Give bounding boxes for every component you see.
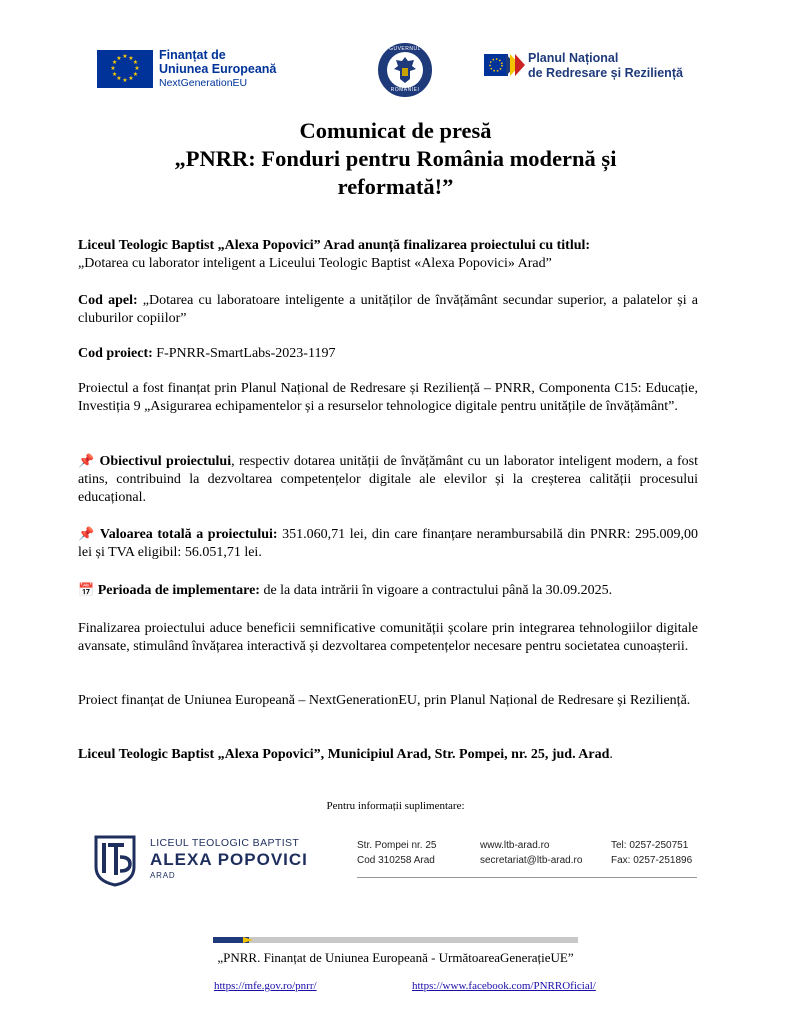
intro-paragraph <box>78 237 698 273</box>
period-paragraph <box>78 582 698 600</box>
school-name-block <box>150 837 308 880</box>
eu-funding-text <box>159 48 276 90</box>
cod-proiect-paragraph <box>78 345 698 363</box>
value-paragraph <box>78 526 698 562</box>
contact-email[interactable]: secretariat@ltb-arad.ro <box>480 855 583 866</box>
contact-online <box>480 838 582 868</box>
value-label: Valoarea totală a proiectului: <box>99 527 278 542</box>
pnrr-line-1: Planul Național <box>528 51 619 65</box>
intro-heading: Liceul Teologic Baptist „Alexa Popovici” Arad anunță finalizarea proiectului cu titlul: <box>78 238 591 253</box>
eu-star-icon: ★ <box>128 54 134 62</box>
eu-star-icon: ★ <box>122 53 128 60</box>
contact-address <box>357 838 437 868</box>
period-label: Perioada de implementare: <box>97 583 260 598</box>
funding-paragraph: Proiectul a fost finanțat prin Planul Național de Redresare și Reziliență – PNRR, Componenta C15: Educație, Investiția 9 „Asigurarea echipamentelor și a resurselor tehnologice digitale pentru unitățile de învățământ”. <box>78 381 698 414</box>
pushpin-icon: 📌 <box>78 454 96 469</box>
school-name-line-2: ALEXA POPOVICI <box>150 850 308 869</box>
eu-flag-icon <box>97 50 153 88</box>
eu-star-icon: ★ <box>111 71 118 78</box>
eu-star-icon: ★ <box>110 65 116 72</box>
address-period: . <box>609 747 613 762</box>
facebook-pnrr-link[interactable]: https://www.facebook.com/PNRROficial/ <box>412 980 596 992</box>
school-address-paragraph <box>78 746 698 764</box>
eu-funded-paragraph: Proiect finanțat de Uniunea Europeană – NextGenerationEU, prin Planul Național de Redresare și Reziliență. <box>78 693 691 708</box>
contact-phone <box>611 838 692 868</box>
mfe-pnrr-link[interactable]: https://mfe.gov.ro/pnrr/ <box>214 980 317 992</box>
footer-decorative-bar <box>213 937 578 943</box>
eu-star-icon: ★ <box>111 59 118 66</box>
project-title: „Dotarea cu laborator inteligent a Liceului Teologic Baptist «Alexa Popovici» Arad” <box>78 256 552 271</box>
press-release-title <box>0 117 791 201</box>
title-line-2: „PNRR: Fonduri pentru România modernă și <box>174 146 617 171</box>
school-address: Liceul Teologic Baptist „Alexa Popovici”, Municipiul Arad, Str. Pompei, nr. 25, jud. Arad <box>78 747 610 762</box>
gov-seal-bottom-text: ROMÂNIEI <box>390 87 420 93</box>
more-info-label: Pentru informații suplimentare: <box>326 800 465 812</box>
gov-seal-top-text: GUVERNUL <box>389 46 421 52</box>
eu-star-icon: ★ <box>128 75 134 83</box>
contact-fax: Fax: 0257-251896 <box>611 855 693 866</box>
objective-text: , respectiv dotarea unității de învățământ cu un laborator inteligent modern, a fost atins, contribuind la dezvoltarea competențelor digitale ale elevilor și la creșterea calității procesului educațional. <box>78 454 698 505</box>
cod-apel-paragraph <box>78 292 698 328</box>
title-line-3: reformată!” <box>337 174 454 199</box>
cod-apel-value: „Dotarea cu laboratoare inteligente a unităților de învățământ secundar superior, a palatelor și a cluburilor copiilor” <box>78 293 698 326</box>
eu-star-icon: ★ <box>122 77 128 84</box>
eu-line-2: Uniunea Europeană <box>159 62 277 76</box>
contact-divider <box>357 877 697 878</box>
pnrr-logo <box>484 50 683 82</box>
eu-star-icon: ★ <box>134 65 140 72</box>
eu-line-3: NextGenerationEU <box>159 77 248 89</box>
contact-tel: Tel: 0257-250751 <box>611 840 689 851</box>
contact-web[interactable]: www.ltb-arad.ro <box>480 840 550 851</box>
ltb-school-logo-icon <box>92 833 138 887</box>
cod-apel-label: Cod apel: <box>78 293 138 308</box>
contact-postal: Cod 310258 Arad <box>357 855 435 866</box>
eu-funding-logo <box>97 48 276 90</box>
eagle-emblem-icon <box>392 55 418 85</box>
eu-star-icon: ★ <box>132 71 139 78</box>
pushpin-icon: 📌 <box>78 527 96 542</box>
objective-paragraph <box>78 453 698 507</box>
period-text: de la data intrării în vigoare a contractului până la 30.09.2025. <box>259 583 613 598</box>
pnrr-flag-icon <box>484 50 526 82</box>
pnrr-line-2: de Redresare și Reziliență <box>528 66 683 80</box>
calendar-icon: 📅 <box>78 583 95 598</box>
pnrr-logo-text <box>528 51 683 81</box>
eu-star-icon: ★ <box>132 59 139 66</box>
romanian-government-seal-icon <box>378 43 432 97</box>
contact-street: Str. Pompei nr. 25 <box>357 840 437 851</box>
cod-proiect-value: F-PNRR-SmartLabs-2023-1197 <box>152 346 336 361</box>
completion-paragraph: Finalizarea proiectului aduce beneficii semnificative comunității școlare prin integrarea tehnologiilor digitale avansate, stimulând învățarea interactivă și dezvoltarea competențelor necesare pentru societatea cunoașterii. <box>78 621 698 654</box>
school-name-line-1: LICEUL TEOLOGIC BAPTIST <box>150 837 300 849</box>
eu-star-icon: ★ <box>116 75 122 83</box>
eu-star-icon: ★ <box>116 54 122 62</box>
cod-proiect-label: Cod proiect: <box>78 346 153 361</box>
footer-slogan: „PNRR. Finanțat de Uniunea Europeană - UrmătoareaGenerațieUE” <box>217 950 574 965</box>
title-line-1: Comunicat de presă <box>299 118 492 143</box>
school-name-line-3: ARAD <box>150 871 176 880</box>
objective-label: Obiectivul proiectului <box>99 454 232 469</box>
value-text: 351.060,71 lei, din care finanțare nerambursabilă din PNRR: 295.009,00 lei și TVA eligibil: 56.051,71 lei. <box>78 527 699 560</box>
eu-line-1: Finanțat de <box>159 48 226 62</box>
